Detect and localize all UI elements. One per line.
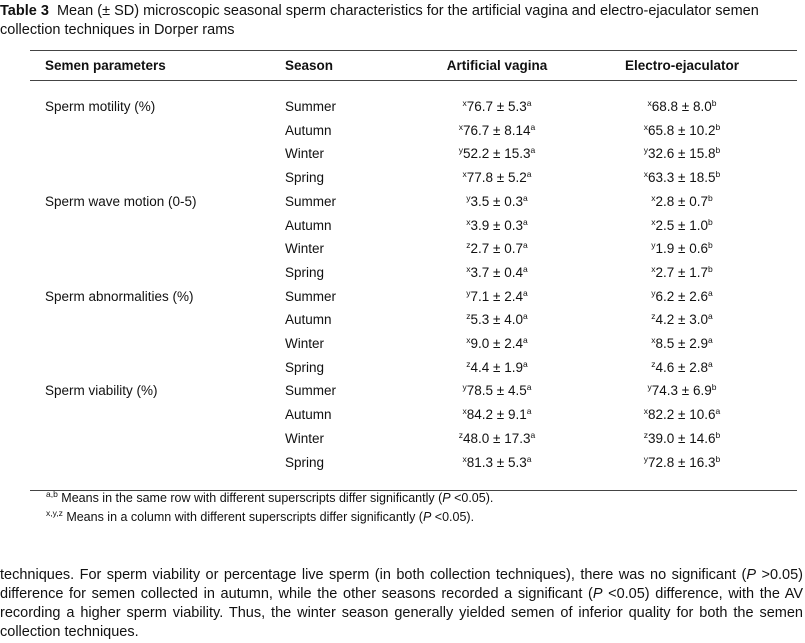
caption-text: Mean (± SD) microscopic seasonal sperm characteristics for the artificial vagina and electro-ejaculator semen collection techniques in Dorper rams [0,3,759,38]
av-cell: $^z$4.4 ± 1.9$^a$ [466,358,528,375]
av-cell: $^x$3.7 ± 0.4$^a$ [466,263,528,280]
av-cell: $^y$7.1 ± 2.4$^a$ [466,287,528,304]
season-cell: Winter [285,430,325,446]
table-caption [0,2,800,40]
ee-cell: $^x$68.8 ± 8.0$^b$ [647,98,717,114]
table-row [0,218,805,240]
season-cell: Autumn [285,407,332,423]
season-cell: Winter [285,241,325,257]
body-paragraph: techniques. For sperm viability or percentage live sperm (in both collection techniques), there was no significant (P >0.05) difference for semen collected in autumn, while the other seasons recorded a significant (P <0.05) difference, with the AV recording a higher sperm viability. Thus, the winter season generally yielded semen of inferior quality for both the semen collection techniques. [0,567,804,640]
av-cell: $^x$76.7 ± 8.14$^a$ [458,121,536,138]
season-cell: Summer [285,193,337,209]
ee-cell: $^x$2.7 ± 1.7$^b$ [651,263,713,280]
ee-cell: $^x$2.8 ± 0.7$^b$ [651,192,713,209]
season-cell: Autumn [285,312,332,328]
season-cell: Summer [285,288,337,304]
ee-cell: $^x$63.3 ± 18.5$^b$ [643,169,721,186]
ee-cell: $^z$4.2 ± 3.0$^a$ [651,311,713,328]
ee-cell: $^y$6.2 ± 2.6$^a$ [651,287,713,304]
av-cell: $^x$81.3 ± 5.3$^a$ [462,453,532,470]
header-rule [30,80,797,81]
parameter-cell: Sperm abnormalities (%) [45,288,194,304]
season-cell: Winter [285,146,325,162]
av-cell: $^x$77.8 ± 5.2$^a$ [462,169,532,186]
table-row [0,289,805,311]
parameter-cell: Sperm wave motion (0-5) [45,193,197,209]
ee-cell: $^y$72.8 ± 16.3$^b$ [643,453,721,470]
season-cell: Summer [285,99,337,114]
ee-cell: $^x$8.5 ± 2.9$^a$ [651,335,713,351]
season-cell: Autumn [285,217,332,233]
av-cell: $^z$5.3 ± 4.0$^a$ [466,311,528,328]
av-cell: $^y$3.5 ± 0.3$^a$ [466,192,528,209]
table-row [0,99,805,121]
table-row [0,194,805,216]
header-parameters: Semen parameters [45,58,166,73]
table-row [0,146,805,168]
av-cell: $^z$48.0 ± 17.3$^a$ [458,429,536,446]
table-row [0,312,805,334]
season-cell: Spring [285,359,325,375]
table-row [0,431,805,453]
ee-cell: $^x$2.5 ± 1.0$^b$ [651,216,713,233]
parameter-cell: Sperm viability (%) [45,383,158,399]
table-row [0,455,805,477]
table-row [0,265,805,287]
season-cell: Spring [285,264,325,280]
av-cell: $^y$78.5 ± 4.5$^a$ [462,382,532,399]
footnote-xyz: $^{x,y,z}$ Means in a column with different superscripts differ significantly (P <0.05). [46,508,475,524]
season-cell: Autumn [285,122,332,138]
ee-cell: $^y$1.9 ± 0.6$^b$ [651,240,713,257]
table-row [0,407,805,429]
av-cell: $^z$2.7 ± 0.7$^a$ [466,240,528,257]
season-cell: Summer [285,383,337,399]
ee-cell: $^y$32.6 ± 15.8$^b$ [643,145,721,162]
header-ee: Electro-ejaculator [624,58,740,73]
footnote-ab: $^{a,b}$ Means in the same row with different superscripts differ significantly (P <0.05). [46,489,494,505]
ee-cell: $^x$82.2 ± 10.6$^a$ [643,406,721,423]
table-label: Table 3 [0,3,49,19]
table-row [0,336,805,358]
av-cell: $^y$52.2 ± 15.3$^a$ [458,145,536,162]
table-row [0,123,805,145]
ee-cell: $^z$4.6 ± 2.8$^a$ [651,358,713,375]
season-cell: Spring [285,454,325,470]
header-av: Artificial vagina [446,58,548,73]
parameter-cell: Sperm motility (%) [45,99,156,114]
ee-cell: $^y$74.3 ± 6.9$^b$ [647,382,717,399]
top-rule [30,50,797,51]
season-cell: Winter [285,336,325,351]
av-cell: $^x$84.2 ± 9.1$^a$ [462,406,532,423]
av-cell: $^x$76.7 ± 5.3$^a$ [462,98,532,114]
season-cell: Spring [285,170,325,186]
table-row [0,383,805,405]
header-season: Season [285,58,334,73]
av-cell: $^x$9.0 ± 2.4$^a$ [466,335,528,351]
ee-cell: $^x$65.8 ± 10.2$^b$ [643,121,721,138]
av-cell: $^x$3.9 ± 0.3$^a$ [466,216,528,233]
table-row [0,360,805,382]
ee-cell: $^z$39.0 ± 14.6$^b$ [643,429,721,446]
table-row [0,170,805,192]
table-row [0,241,805,263]
